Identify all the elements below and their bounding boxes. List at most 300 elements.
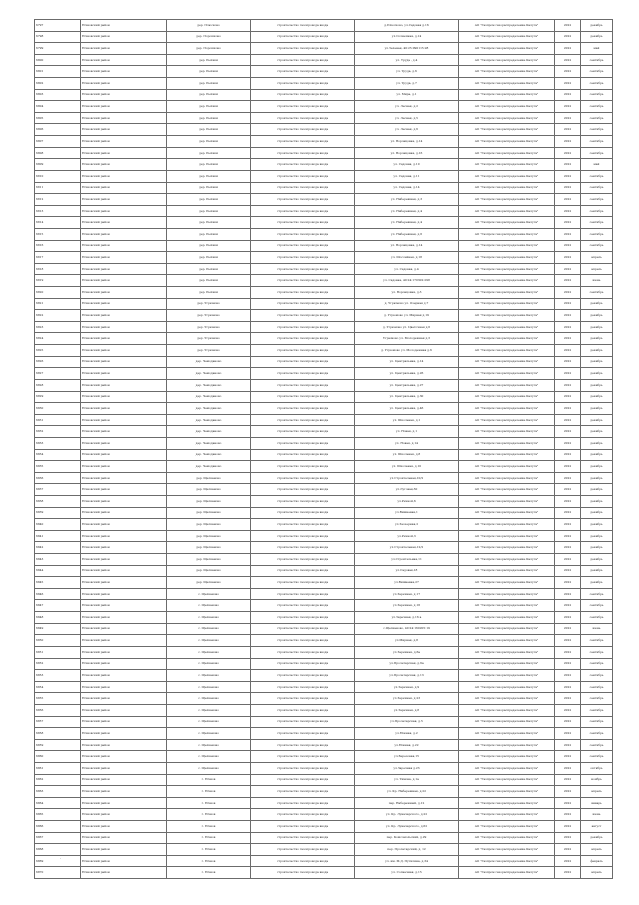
work-type-cell: строительство газопровода ввода bbox=[251, 356, 355, 368]
work-type-cell: строительство газопровода ввода bbox=[251, 704, 355, 716]
organization-cell: АО "Газпром газораспределение Калуга" bbox=[459, 147, 555, 159]
year-cell: 2022 bbox=[555, 263, 581, 275]
table-row bbox=[35, 356, 613, 368]
row-id: 6825 bbox=[35, 345, 81, 357]
organization-cell: АО "Газпром газораспределение Калуга" bbox=[459, 112, 555, 124]
table-row bbox=[35, 530, 613, 542]
row-id: 6810 bbox=[35, 170, 81, 182]
address-cell: ул.Заречная, д.9 bbox=[355, 681, 459, 693]
work-type-cell: строительство газопровода ввода bbox=[251, 751, 355, 763]
month-cell: сентябрь bbox=[581, 182, 613, 194]
district-cell: Юхновский район bbox=[81, 542, 167, 554]
table-row bbox=[35, 577, 613, 589]
locality-cell: г. Юхнов bbox=[167, 774, 251, 786]
locality-cell: дер. Рыляки bbox=[167, 205, 251, 217]
month-cell: сентябрь bbox=[581, 728, 613, 740]
address-cell: ул. Центральная, д.14 bbox=[355, 356, 459, 368]
work-type-cell: строительство газопровода ввода bbox=[251, 693, 355, 705]
table-row bbox=[35, 472, 613, 484]
address-cell: ул. Воронцовая, д.16 bbox=[355, 147, 459, 159]
district-cell: Юхновский район bbox=[81, 774, 167, 786]
table-row bbox=[35, 716, 613, 728]
table-row bbox=[35, 635, 613, 647]
organization-cell: АО "Газпром газораспределение Калуга" bbox=[459, 379, 555, 391]
table-row bbox=[35, 43, 613, 55]
organization-cell: АО "Газпром газораспределение Калуга" bbox=[459, 658, 555, 670]
organization-cell: АО "Газпром газораспределение Калуга" bbox=[459, 252, 555, 264]
district-cell: Юхновский район bbox=[81, 414, 167, 426]
address-cell: ул.Вишневая,1 bbox=[355, 507, 459, 519]
month-cell: декабрь bbox=[581, 554, 613, 566]
district-cell: Юхновский район bbox=[81, 484, 167, 496]
locality-cell: дер. Щелканово bbox=[167, 484, 251, 496]
work-type-cell: строительство газопровода ввода bbox=[251, 333, 355, 345]
work-type-cell: строительство газопровода ввода bbox=[251, 612, 355, 624]
table-row bbox=[35, 287, 613, 299]
locality-cell: дер. Угрюмово bbox=[167, 345, 251, 357]
year-cell: 2022 bbox=[555, 472, 581, 484]
organization-cell: АО "Газпром газораспределение Калуга" bbox=[459, 623, 555, 635]
year-cell: 2022 bbox=[555, 821, 581, 833]
address-cell: ул. Лесная, д.6 bbox=[355, 124, 459, 136]
year-cell: 2022 bbox=[555, 403, 581, 415]
address-cell: ул.Строительная,12/2 bbox=[355, 542, 459, 554]
organization-cell: АО "Газпром газораспределение Калуга" bbox=[459, 635, 555, 647]
table-row bbox=[35, 112, 613, 124]
address-cell: ул. Солнечная, д.15 bbox=[355, 867, 459, 879]
table-row bbox=[35, 20, 613, 32]
address-cell: ул. Воронцовая, д.14 bbox=[355, 136, 459, 148]
month-cell: апрель bbox=[581, 252, 613, 264]
year-cell: 2022 bbox=[555, 112, 581, 124]
district-cell: Юхновский район bbox=[81, 228, 167, 240]
organization-cell: АО "Газпром газораспределение Калуга" bbox=[459, 786, 555, 798]
district-cell: Юхновский район bbox=[81, 263, 167, 275]
organization-cell: АО "Газпром газораспределение Калуга" bbox=[459, 275, 555, 287]
table-row bbox=[35, 786, 613, 798]
table-row bbox=[35, 774, 613, 786]
district-cell: Юхновский район bbox=[81, 832, 167, 844]
year-cell: 2022 bbox=[555, 31, 581, 43]
district-cell: Юхновский район bbox=[81, 321, 167, 333]
month-cell: сентябрь bbox=[581, 681, 613, 693]
row-id: 6806 bbox=[35, 124, 81, 136]
locality-cell: дер. Щелканово bbox=[167, 565, 251, 577]
table-row bbox=[35, 333, 613, 345]
locality-cell: с. Щелканово bbox=[167, 728, 251, 740]
district-cell: Юхновский район bbox=[81, 217, 167, 229]
district-cell: Юхновский район bbox=[81, 519, 167, 531]
district-cell: Юхновский район bbox=[81, 554, 167, 566]
district-cell: Юхновский район bbox=[81, 658, 167, 670]
month-cell: август bbox=[581, 821, 613, 833]
year-cell: 2022 bbox=[555, 646, 581, 658]
district-cell: Юхновский район bbox=[81, 530, 167, 542]
year-cell: 2022 bbox=[555, 379, 581, 391]
table-row bbox=[35, 623, 613, 635]
table-row bbox=[35, 147, 613, 159]
work-type-cell: строительство газопровода ввода bbox=[251, 240, 355, 252]
year-cell: 2022 bbox=[555, 763, 581, 775]
district-cell: Юхновский район bbox=[81, 182, 167, 194]
table-row bbox=[35, 832, 613, 844]
organization-cell: АО "Газпром газораспределение Калуга" bbox=[459, 54, 555, 66]
year-cell: 2022 bbox=[555, 681, 581, 693]
district-cell: Юхновский район bbox=[81, 205, 167, 217]
district-cell: Юхновский район bbox=[81, 124, 167, 136]
locality-cell: дер. Рыляки bbox=[167, 252, 251, 264]
table-row bbox=[35, 519, 613, 531]
row-id: 6823 bbox=[35, 321, 81, 333]
year-cell: 2022 bbox=[555, 205, 581, 217]
month-cell: сентябрь bbox=[581, 217, 613, 229]
organization-cell: АО "Газпром газораспределение Калуга" bbox=[459, 159, 555, 171]
table-row bbox=[35, 797, 613, 809]
table-row bbox=[35, 484, 613, 496]
table-row bbox=[35, 554, 613, 566]
district-cell: Юхновский район bbox=[81, 275, 167, 287]
table-row bbox=[35, 461, 613, 473]
work-type-cell: строительство газопровода ввода bbox=[251, 600, 355, 612]
year-cell: 2022 bbox=[555, 345, 581, 357]
locality-cell: дер. Угрюмово bbox=[167, 310, 251, 322]
organization-cell: АО "Газпром газораспределение Калуга" bbox=[459, 867, 555, 879]
address-cell: ул.Строительная,11 bbox=[355, 554, 459, 566]
month-cell: сентябрь bbox=[581, 136, 613, 148]
table-row bbox=[35, 693, 613, 705]
organization-cell: АО "Газпром газораспределение Калуга" bbox=[459, 124, 555, 136]
table-row bbox=[35, 240, 613, 252]
month-cell: июнь bbox=[581, 275, 613, 287]
work-type-cell: строительство газопровода ввода bbox=[251, 542, 355, 554]
row-id: 6826 bbox=[35, 356, 81, 368]
year-cell: 2022 bbox=[555, 832, 581, 844]
address-cell: пер. Набережный, д.12 bbox=[355, 797, 459, 809]
work-type-cell: строительство газопровода ввода bbox=[251, 635, 355, 647]
year-cell: 2022 bbox=[555, 658, 581, 670]
table-row bbox=[35, 124, 613, 136]
locality-cell: дер. Щелканово bbox=[167, 577, 251, 589]
month-cell: сентябрь bbox=[581, 287, 613, 299]
work-type-cell: строительство газопровода ввода bbox=[251, 205, 355, 217]
row-id: 6852 bbox=[35, 658, 81, 670]
row-id: 6809 bbox=[35, 159, 81, 171]
work-type-cell: строительство газопровода ввода bbox=[251, 147, 355, 159]
table-row bbox=[35, 542, 613, 554]
row-id: 6836 bbox=[35, 472, 81, 484]
locality-cell: дер. Щелканово bbox=[167, 542, 251, 554]
table-row bbox=[35, 263, 613, 275]
table-row bbox=[35, 809, 613, 821]
locality-cell: дер. Чемоданово bbox=[167, 403, 251, 415]
table-row bbox=[35, 194, 613, 206]
month-cell: декабрь bbox=[581, 31, 613, 43]
work-type-cell: строительство газопровода ввода bbox=[251, 194, 355, 206]
month-cell: сентябрь bbox=[581, 240, 613, 252]
work-type-cell: строительство газопровода ввода bbox=[251, 287, 355, 299]
month-cell: май bbox=[581, 43, 613, 55]
row-id: 6837 bbox=[35, 484, 81, 496]
table-row bbox=[35, 600, 613, 612]
locality-cell: дер. Рыляки bbox=[167, 136, 251, 148]
locality-cell: дер. Чемоданово bbox=[167, 414, 251, 426]
organization-cell: АО "Газпром газораспределение Калуга" bbox=[459, 821, 555, 833]
table-row bbox=[35, 321, 613, 333]
year-cell: 2022 bbox=[555, 333, 581, 345]
row-id: 6866 bbox=[35, 821, 81, 833]
month-cell: декабрь bbox=[581, 832, 613, 844]
organization-cell: АО "Газпром газораспределение Калуга" bbox=[459, 449, 555, 461]
row-id: 6859 bbox=[35, 739, 81, 751]
locality-cell: дер. Щелканово bbox=[167, 519, 251, 531]
locality-cell: дер. Порошково bbox=[167, 43, 251, 55]
district-cell: Юхновский район bbox=[81, 194, 167, 206]
row-id: 6851 bbox=[35, 646, 81, 658]
month-cell: май bbox=[581, 159, 613, 171]
table-row bbox=[35, 704, 613, 716]
locality-cell: с. Щелканово bbox=[167, 681, 251, 693]
organization-cell: АО "Газпром газораспределение Калуга" bbox=[459, 298, 555, 310]
month-cell: декабрь bbox=[581, 519, 613, 531]
organization-cell: АО "Газпром газораспределение Калуга" bbox=[459, 797, 555, 809]
district-cell: Юхновский район bbox=[81, 763, 167, 775]
year-cell: 2022 bbox=[555, 844, 581, 856]
row-id: 6818 bbox=[35, 263, 81, 275]
address-cell: ул. Центральная, д.26 bbox=[355, 368, 459, 380]
address-cell: ул.Луговая,30 bbox=[355, 484, 459, 496]
month-cell: декабрь bbox=[581, 495, 613, 507]
month-cell: декабрь bbox=[581, 345, 613, 357]
row-id: 6862 bbox=[35, 774, 81, 786]
district-cell: Юхновский район bbox=[81, 356, 167, 368]
row-id: 6838 bbox=[35, 495, 81, 507]
month-cell: сентябрь bbox=[581, 194, 613, 206]
locality-cell: г. Юхнов bbox=[167, 797, 251, 809]
locality-cell: с. Щелканово bbox=[167, 751, 251, 763]
table-row bbox=[35, 159, 613, 171]
locality-cell: дер. Рыляки bbox=[167, 240, 251, 252]
district-cell: Юхновский район bbox=[81, 867, 167, 879]
row-id: 6841 bbox=[35, 530, 81, 542]
year-cell: 2022 bbox=[555, 635, 581, 647]
month-cell: сентябрь bbox=[581, 112, 613, 124]
district-cell: Юхновский район bbox=[81, 112, 167, 124]
year-cell: 2022 bbox=[555, 101, 581, 113]
table-row bbox=[35, 414, 613, 426]
year-cell: 2022 bbox=[555, 751, 581, 763]
row-id: 6854 bbox=[35, 681, 81, 693]
organization-cell: АО "Газпром газораспределение Калуга" bbox=[459, 472, 555, 484]
work-type-cell: строительство газопровода ввода bbox=[251, 66, 355, 78]
row-id: 6820 bbox=[35, 287, 81, 299]
year-cell: 2022 bbox=[555, 310, 581, 322]
work-type-cell: строительство газопровода ввода bbox=[251, 20, 355, 32]
work-type-cell: строительство газопровода ввода bbox=[251, 716, 355, 728]
year-cell: 2022 bbox=[555, 437, 581, 449]
work-type-cell: строительство газопровода ввода bbox=[251, 809, 355, 821]
month-cell: сентябрь bbox=[581, 228, 613, 240]
row-id: 6834 bbox=[35, 449, 81, 461]
locality-cell: дер. Рыляки bbox=[167, 194, 251, 206]
table-row bbox=[35, 565, 613, 577]
organization-cell: АО "Газпром газораспределение Калуга" bbox=[459, 391, 555, 403]
district-cell: Юхновский район bbox=[81, 472, 167, 484]
organization-cell: АО "Газпром газораспределение Калуга" bbox=[459, 101, 555, 113]
table-row bbox=[35, 670, 613, 682]
work-type-cell: строительство газопровода ввода bbox=[251, 797, 355, 809]
row-id: 6839 bbox=[35, 507, 81, 519]
row-id: 6870 bbox=[35, 867, 81, 879]
work-type-cell: строительство газопровода ввода bbox=[251, 31, 355, 43]
address-cell: ул. Лесная, д.5 bbox=[355, 112, 459, 124]
row-id: 6817 bbox=[35, 252, 81, 264]
locality-cell: с. Щелканово bbox=[167, 588, 251, 600]
row-id: 6832 bbox=[35, 426, 81, 438]
locality-cell: г. Юхнов bbox=[167, 832, 251, 844]
district-cell: Юхновский район bbox=[81, 507, 167, 519]
row-id: 6807 bbox=[35, 136, 81, 148]
district-cell: Юхновский район bbox=[81, 89, 167, 101]
address-cell: ул.Заречная, д.16 а bbox=[355, 612, 459, 624]
address-cell: ул. Тимова, д.1а bbox=[355, 774, 459, 786]
month-cell: декабрь bbox=[581, 321, 613, 333]
work-type-cell: строительство газопровода ввода bbox=[251, 112, 355, 124]
organization-cell: АО "Газпром газораспределение Калуга" bbox=[459, 228, 555, 240]
work-type-cell: строительство газопровода ввода bbox=[251, 228, 355, 240]
table-row bbox=[35, 739, 613, 751]
address-cell: ул.Вишневая,27 bbox=[355, 577, 459, 589]
organization-cell: АО "Газпром газораспределение Калуга" bbox=[459, 832, 555, 844]
organization-cell: АО "Газпром газораспределение Калуга" bbox=[459, 333, 555, 345]
locality-cell: с. Щелканово bbox=[167, 635, 251, 647]
organization-cell: АО "Газпром газораспределение Калуга" bbox=[459, 426, 555, 438]
table-row bbox=[35, 681, 613, 693]
year-cell: 2022 bbox=[555, 217, 581, 229]
month-cell: апрель bbox=[581, 263, 613, 275]
month-cell: февраль bbox=[581, 855, 613, 867]
address-cell: ул. Набережная, д.6 bbox=[355, 228, 459, 240]
district-cell: Юхновский район bbox=[81, 345, 167, 357]
year-cell: 2022 bbox=[555, 298, 581, 310]
row-id: 6813 bbox=[35, 205, 81, 217]
year-cell: 2022 bbox=[555, 728, 581, 740]
month-cell: декабрь bbox=[581, 472, 613, 484]
organization-cell: АО "Газпром газораспределение Калуга" bbox=[459, 356, 555, 368]
table-row bbox=[35, 646, 613, 658]
organization-cell: АО "Газпром газораспределение Калуга" bbox=[459, 844, 555, 856]
organization-cell: АО "Газпром газораспределение Калуга" bbox=[459, 646, 555, 658]
address-cell: ул. Садовая, д.10 bbox=[355, 159, 459, 171]
organization-cell: АО "Газпром газораспределение Калуга" bbox=[459, 403, 555, 415]
table-row bbox=[35, 298, 613, 310]
year-cell: 2022 bbox=[555, 542, 581, 554]
month-cell: декабрь bbox=[581, 426, 613, 438]
address-cell: ул.Заречная, д.17 bbox=[355, 588, 459, 600]
address-cell: ул.Солнечная, д.14 bbox=[355, 31, 459, 43]
address-cell: ул.Южная, д.2 bbox=[355, 728, 459, 740]
organization-cell: АО "Газпром газораспределение Калуга" bbox=[459, 368, 555, 380]
address-cell: ул. Садовая, д.14 bbox=[355, 182, 459, 194]
table-row bbox=[35, 821, 613, 833]
year-cell: 2022 bbox=[555, 484, 581, 496]
month-cell: декабрь bbox=[581, 356, 613, 368]
locality-cell: дер. Рыляки bbox=[167, 66, 251, 78]
row-id: 6849 bbox=[35, 623, 81, 635]
table-row bbox=[35, 379, 613, 391]
month-cell: июнь bbox=[581, 623, 613, 635]
table-row bbox=[35, 89, 613, 101]
year-cell: 2022 bbox=[555, 43, 581, 55]
row-id: 6824 bbox=[35, 333, 81, 345]
locality-cell: дер. Порошково bbox=[167, 31, 251, 43]
month-cell: декабрь bbox=[581, 368, 613, 380]
work-type-cell: строительство газопровода ввода bbox=[251, 844, 355, 856]
work-type-cell: строительство газопровода ввода bbox=[251, 495, 355, 507]
work-type-cell: строительство газопровода ввода bbox=[251, 403, 355, 415]
month-cell: сентябрь bbox=[581, 670, 613, 682]
locality-cell: с. Щелканово bbox=[167, 612, 251, 624]
work-type-cell: строительство газопровода ввода bbox=[251, 170, 355, 182]
district-cell: Юхновский район bbox=[81, 786, 167, 798]
year-cell: 2022 bbox=[555, 20, 581, 32]
organization-cell: АО "Газпром газораспределение Калуга" bbox=[459, 716, 555, 728]
year-cell: 2022 bbox=[555, 577, 581, 589]
row-id: 6863 bbox=[35, 786, 81, 798]
organization-cell: АО "Газпром газораспределение Калуга" bbox=[459, 345, 555, 357]
district-cell: Юхновский район bbox=[81, 43, 167, 55]
work-type-cell: строительство газопровода ввода bbox=[251, 101, 355, 113]
locality-cell: дер. Чемоданово bbox=[167, 437, 251, 449]
organization-cell: АО "Газпром газораспределение Калуга" bbox=[459, 414, 555, 426]
address-cell: ул. Кр. Набережная, д.22 bbox=[355, 786, 459, 798]
row-id: 6856 bbox=[35, 704, 81, 716]
district-cell: Юхновский район bbox=[81, 437, 167, 449]
row-id: 6801 bbox=[35, 66, 81, 78]
table-row bbox=[35, 78, 613, 90]
locality-cell: дер. Рыляки bbox=[167, 287, 251, 299]
locality-cell: с. Щелканово bbox=[167, 623, 251, 635]
work-type-cell: строительство газопровода ввода bbox=[251, 670, 355, 682]
address-cell: д. Угрюмово ул. Озерная д.7 bbox=[355, 298, 459, 310]
address-cell: ул. Школьная, д.1 bbox=[355, 414, 459, 426]
address-cell: ул.Строительная,10/2 bbox=[355, 472, 459, 484]
row-id: 6847 bbox=[35, 600, 81, 612]
year-cell: 2022 bbox=[555, 414, 581, 426]
work-type-cell: строительство газопровода ввода bbox=[251, 252, 355, 264]
district-cell: Юхновский район bbox=[81, 78, 167, 90]
district-cell: Юхновский район bbox=[81, 635, 167, 647]
year-cell: 2022 bbox=[555, 391, 581, 403]
district-cell: Юхновский район bbox=[81, 31, 167, 43]
organization-cell: АО "Газпром газораспределение Калуга" bbox=[459, 205, 555, 217]
table-row bbox=[35, 101, 613, 113]
table-row bbox=[35, 31, 613, 43]
district-cell: Юхновский район bbox=[81, 844, 167, 856]
row-id: 6857 bbox=[35, 716, 81, 728]
work-type-cell: строительство газопровода ввода bbox=[251, 449, 355, 461]
month-cell: сентябрь bbox=[581, 612, 613, 624]
locality-cell: дер. Чемоданово bbox=[167, 426, 251, 438]
locality-cell: дер. Рыляки bbox=[167, 112, 251, 124]
locality-cell: дер. Щелканово bbox=[167, 507, 251, 519]
work-type-cell: строительство газопровода ввода bbox=[251, 368, 355, 380]
work-type-cell: строительство газопровода ввода bbox=[251, 159, 355, 171]
address-cell: ул. Воронцовая, д.3 bbox=[355, 287, 459, 299]
locality-cell: дер. Рыляки bbox=[167, 78, 251, 90]
organization-cell: АО "Газпром газораспределение Калуга" bbox=[459, 519, 555, 531]
table-row bbox=[35, 437, 613, 449]
address-cell: ул.Садовая,18 bbox=[355, 565, 459, 577]
